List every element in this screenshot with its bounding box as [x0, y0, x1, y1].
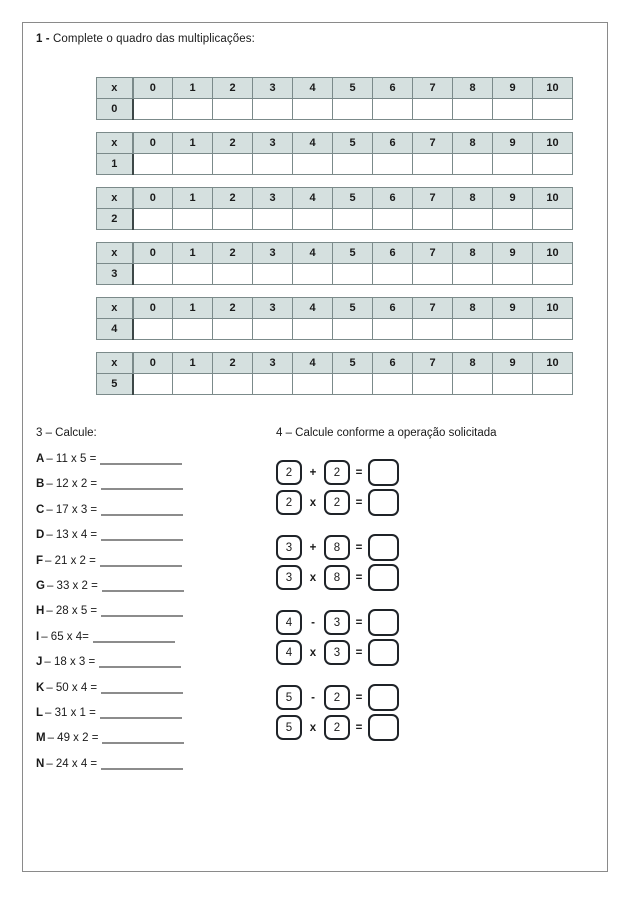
table-answer-cell[interactable] — [173, 154, 213, 175]
answer-box[interactable] — [368, 564, 399, 591]
calc-item-label: B — [36, 478, 45, 491]
multiplication-tables — [96, 77, 573, 407]
operand-left-box: 3 — [276, 565, 302, 590]
table-row-label: 3 — [97, 264, 133, 285]
table-answer-cell[interactable] — [213, 209, 253, 230]
table-header-row — [97, 243, 573, 264]
table-answer-cell[interactable] — [293, 154, 333, 175]
table-answer-cell[interactable] — [413, 319, 453, 340]
table-answer-cell[interactable] — [493, 154, 533, 175]
table-column-header: 1 — [173, 298, 213, 319]
calc-item — [36, 630, 286, 643]
table-column-header: 9 — [493, 188, 533, 209]
operator-sign: + — [309, 466, 317, 479]
table-column-header: 5 — [333, 78, 373, 99]
calc-item-label: H — [36, 605, 45, 618]
table-column-header: 7 — [413, 188, 453, 209]
table-column-header: 8 — [453, 133, 493, 154]
table-answer-cell[interactable] — [293, 319, 333, 340]
calc-item-label: I — [36, 630, 40, 643]
table-column-header: 3 — [253, 243, 293, 264]
table-corner-x: x — [97, 133, 133, 154]
table-answer-cell[interactable] — [293, 209, 333, 230]
table-column-header: 9 — [493, 353, 533, 374]
table-column-header: 2 — [213, 188, 253, 209]
question-4-section — [276, 427, 606, 759]
table-answer-cell[interactable] — [413, 209, 453, 230]
calc-answer-blank[interactable] — [100, 452, 182, 465]
table-answer-cell[interactable] — [133, 209, 173, 230]
operation-group — [276, 684, 606, 741]
table-column-header: 7 — [413, 243, 453, 264]
table-column-header: 1 — [173, 243, 213, 264]
table-column-header: 8 — [453, 353, 493, 374]
table-answer-cell[interactable] — [493, 99, 533, 120]
table-answer-cell[interactable] — [173, 99, 213, 120]
table-column-header: 1 — [173, 133, 213, 154]
calc-item-expression: – 24 x 4 = — [46, 757, 98, 770]
table-column-header: 0 — [133, 353, 173, 374]
table-column-header: 2 — [213, 78, 253, 99]
calc-answer-blank[interactable] — [101, 528, 183, 541]
table-row-label: 0 — [97, 99, 133, 120]
table-column-header: 10 — [533, 243, 573, 264]
table-column-header: 0 — [133, 243, 173, 264]
calc-item — [36, 554, 286, 567]
table-column-header: 6 — [373, 243, 413, 264]
equals-sign: = — [355, 496, 363, 509]
table-answer-cell[interactable] — [213, 154, 253, 175]
operator-sign: - — [311, 616, 315, 629]
table-answer-cell[interactable] — [533, 264, 573, 285]
table-column-header: 9 — [493, 298, 533, 319]
table-header-row — [97, 78, 573, 99]
question-3-list — [36, 452, 286, 770]
table-row-label: 1 — [97, 154, 133, 175]
table-answer-cell[interactable] — [333, 319, 373, 340]
table-column-header: 1 — [173, 188, 213, 209]
operator-sign: + — [309, 541, 317, 554]
question-1-heading — [36, 33, 255, 45]
table-row — [97, 154, 573, 175]
calc-item-expression: – 21 x 2 = — [45, 554, 96, 567]
table-row — [97, 374, 573, 395]
table-answer-cell[interactable] — [213, 374, 253, 395]
operand-left-box: 2 — [276, 460, 302, 485]
multiplication-table — [96, 187, 573, 230]
calc-item-label: N — [36, 757, 45, 770]
operand-left-box: 3 — [276, 535, 302, 560]
table-answer-cell[interactable] — [333, 374, 373, 395]
table-column-header: 4 — [293, 298, 333, 319]
table-column-header: 0 — [133, 188, 173, 209]
table-answer-cell[interactable] — [373, 154, 413, 175]
table-column-header: 10 — [533, 188, 573, 209]
calc-answer-blank[interactable] — [101, 604, 183, 617]
calc-item-label: A — [36, 453, 45, 465]
calc-answer-blank[interactable] — [93, 630, 175, 643]
table-row-label: 4 — [97, 319, 133, 340]
operator-sign: x — [309, 721, 317, 734]
equals-sign: = — [355, 691, 363, 704]
operand-left-box: 4 — [276, 640, 302, 665]
question-1-text: Complete o quadro das multiplicações: — [53, 33, 255, 45]
operator-sign: x — [309, 496, 317, 509]
calc-item-expression: – 28 x 5 = — [46, 605, 98, 618]
operator-sign: x — [309, 646, 317, 659]
calc-answer-blank[interactable] — [99, 655, 181, 668]
calc-item-expression: – 31 x 1 = — [45, 706, 96, 719]
table-column-header: 4 — [293, 353, 333, 374]
table-row — [97, 264, 573, 285]
question-4-groups — [276, 459, 606, 741]
calc-item-expression: – 65 x 4= — [41, 630, 89, 643]
table-column-header: 2 — [213, 243, 253, 264]
operand-left-box: 5 — [276, 685, 302, 710]
operation-row — [276, 639, 606, 666]
table-column-header: 6 — [373, 188, 413, 209]
table-answer-cell[interactable] — [373, 99, 413, 120]
table-header-row — [97, 133, 573, 154]
table-column-header: 3 — [253, 353, 293, 374]
table-corner-x: x — [97, 243, 133, 264]
answer-box[interactable] — [368, 639, 399, 666]
operation-row — [276, 489, 606, 516]
worksheet-page — [22, 22, 608, 872]
table-answer-cell[interactable] — [533, 209, 573, 230]
table-column-header: 7 — [413, 353, 453, 374]
table-answer-cell[interactable] — [453, 374, 493, 395]
table-answer-cell[interactable] — [413, 154, 453, 175]
calc-answer-blank[interactable] — [102, 579, 184, 592]
table-answer-cell[interactable] — [173, 209, 213, 230]
table-answer-cell[interactable] — [453, 319, 493, 340]
table-corner-x: x — [97, 353, 133, 374]
operand-right-box: 8 — [324, 565, 350, 590]
table-answer-cell[interactable] — [293, 99, 333, 120]
operand-right-box: 8 — [324, 535, 350, 560]
table-column-header: 10 — [533, 298, 573, 319]
calc-item — [36, 706, 286, 719]
table-answer-cell[interactable] — [373, 264, 413, 285]
table-answer-cell[interactable] — [453, 264, 493, 285]
table-column-header: 4 — [293, 78, 333, 99]
table-answer-cell[interactable] — [453, 154, 493, 175]
table-column-header: 3 — [253, 78, 293, 99]
table-column-header: 3 — [253, 133, 293, 154]
answer-box[interactable] — [368, 489, 399, 516]
table-column-header: 8 — [453, 188, 493, 209]
table-answer-cell[interactable] — [333, 209, 373, 230]
table-header-row — [97, 353, 573, 374]
table-column-header: 4 — [293, 243, 333, 264]
operation-group — [276, 534, 606, 591]
calc-item-expression: – 33 x 2 = — [46, 579, 98, 592]
table-answer-cell[interactable] — [293, 264, 333, 285]
table-answer-cell[interactable] — [213, 264, 253, 285]
equals-sign: = — [355, 466, 363, 479]
table-answer-cell[interactable] — [413, 374, 453, 395]
calc-answer-blank[interactable] — [101, 503, 183, 516]
calc-item-expression: – 18 x 3 = — [44, 656, 96, 669]
question-4-heading: 4 – Calcule conforme a operação solicitada — [276, 427, 497, 439]
table-answer-cell[interactable] — [533, 374, 573, 395]
table-column-header: 2 — [213, 133, 253, 154]
equals-sign: = — [355, 571, 363, 584]
table-answer-cell[interactable] — [333, 99, 373, 120]
table-column-header: 0 — [133, 298, 173, 319]
question-3-section — [36, 427, 286, 782]
calc-item-expression: – 12 x 2 = — [46, 478, 98, 491]
table-answer-cell[interactable] — [213, 99, 253, 120]
question-1-number: 1 - — [36, 33, 50, 45]
table-answer-cell[interactable] — [133, 319, 173, 340]
answer-box[interactable] — [368, 684, 399, 711]
table-answer-cell[interactable] — [493, 374, 533, 395]
calc-item — [36, 655, 286, 668]
table-column-header: 8 — [453, 298, 493, 319]
calc-answer-blank[interactable] — [101, 477, 183, 490]
calc-answer-blank[interactable] — [100, 554, 182, 567]
calc-item-expression: – 11 x 5 = — [46, 453, 97, 465]
operation-row — [276, 684, 606, 711]
table-answer-cell[interactable] — [373, 209, 413, 230]
table-column-header: 8 — [453, 243, 493, 264]
operand-right-box: 3 — [324, 640, 350, 665]
table-answer-cell[interactable] — [173, 264, 213, 285]
table-answer-cell[interactable] — [133, 99, 173, 120]
table-answer-cell[interactable] — [453, 209, 493, 230]
equals-sign: = — [355, 541, 363, 554]
calc-item — [36, 452, 286, 465]
table-answer-cell[interactable] — [373, 319, 413, 340]
operator-sign: - — [311, 691, 315, 704]
calc-answer-blank[interactable] — [101, 757, 183, 770]
calc-item-label: J — [36, 656, 43, 669]
table-column-header: 5 — [333, 298, 373, 319]
table-answer-cell[interactable] — [133, 154, 173, 175]
answer-box[interactable] — [368, 714, 399, 741]
table-column-header: 5 — [333, 188, 373, 209]
operation-row — [276, 714, 606, 741]
calc-item-expression: – 49 x 2 = — [47, 732, 99, 745]
answer-box[interactable] — [368, 459, 399, 486]
calc-item-label: G — [36, 579, 45, 592]
calc-answer-blank[interactable] — [102, 731, 184, 744]
answer-box[interactable] — [368, 609, 399, 636]
multiplication-table — [96, 297, 573, 340]
calc-item — [36, 528, 286, 541]
operation-row — [276, 609, 606, 636]
calc-item — [36, 503, 286, 516]
calc-item — [36, 604, 286, 617]
operation-row — [276, 534, 606, 561]
table-column-header: 2 — [213, 353, 253, 374]
calc-item — [36, 681, 286, 694]
table-column-header: 7 — [413, 78, 453, 99]
table-corner-x: x — [97, 188, 133, 209]
table-column-header: 3 — [253, 188, 293, 209]
table-header-row — [97, 298, 573, 319]
table-row — [97, 319, 573, 340]
table-corner-x: x — [97, 298, 133, 319]
operation-row — [276, 459, 606, 486]
table-column-header: 4 — [293, 133, 333, 154]
table-answer-cell[interactable] — [533, 319, 573, 340]
operand-right-box: 2 — [324, 490, 350, 515]
calc-item-label: M — [36, 732, 46, 745]
table-column-header: 2 — [213, 298, 253, 319]
calc-item-label: C — [36, 503, 45, 516]
table-answer-cell[interactable] — [533, 99, 573, 120]
table-header-row — [97, 188, 573, 209]
table-column-header: 9 — [493, 78, 533, 99]
operand-right-box: 2 — [324, 715, 350, 740]
table-column-header: 6 — [373, 133, 413, 154]
table-column-header: 1 — [173, 353, 213, 374]
table-answer-cell[interactable] — [253, 374, 293, 395]
table-answer-cell[interactable] — [173, 374, 213, 395]
table-corner-x: x — [97, 78, 133, 99]
calc-item-expression: – 17 x 3 = — [46, 503, 98, 516]
table-column-header: 8 — [453, 78, 493, 99]
operand-right-box: 2 — [324, 685, 350, 710]
table-answer-cell[interactable] — [293, 374, 333, 395]
multiplication-table — [96, 242, 573, 285]
operator-sign: x — [309, 571, 317, 584]
table-column-header: 3 — [253, 298, 293, 319]
table-column-header: 4 — [293, 188, 333, 209]
table-column-header: 10 — [533, 353, 573, 374]
table-column-header: 6 — [373, 298, 413, 319]
table-answer-cell[interactable] — [453, 99, 493, 120]
operation-group — [276, 459, 606, 516]
calc-item — [36, 579, 286, 592]
calc-item-expression: – 13 x 4 = — [46, 529, 98, 542]
table-row-label: 5 — [97, 374, 133, 395]
multiplication-table — [96, 77, 573, 120]
calc-item-label: F — [36, 554, 44, 567]
table-answer-cell[interactable] — [133, 374, 173, 395]
operand-left-box: 2 — [276, 490, 302, 515]
table-column-header: 0 — [133, 78, 173, 99]
table-answer-cell[interactable] — [493, 319, 533, 340]
operation-row — [276, 564, 606, 591]
table-row-label: 2 — [97, 209, 133, 230]
calc-item-label: K — [36, 681, 45, 694]
calc-item-label: L — [36, 706, 44, 719]
equals-sign: = — [355, 721, 363, 734]
table-answer-cell[interactable] — [413, 264, 453, 285]
calc-item-label: D — [36, 529, 45, 542]
answer-box[interactable] — [368, 534, 399, 561]
multiplication-table — [96, 352, 573, 395]
question-3-heading: 3 – Calcule: — [36, 427, 97, 439]
table-answer-cell[interactable] — [493, 264, 533, 285]
table-column-header: 5 — [333, 133, 373, 154]
table-column-header: 5 — [333, 243, 373, 264]
table-column-header: 9 — [493, 133, 533, 154]
table-column-header: 10 — [533, 133, 573, 154]
table-answer-cell[interactable] — [253, 154, 293, 175]
table-answer-cell[interactable] — [413, 99, 453, 120]
table-column-header: 7 — [413, 133, 453, 154]
multiplication-table — [96, 132, 573, 175]
table-column-header: 6 — [373, 353, 413, 374]
table-answer-cell[interactable] — [253, 264, 293, 285]
table-answer-cell[interactable] — [253, 209, 293, 230]
equals-sign: = — [355, 616, 363, 629]
table-column-header: 0 — [133, 133, 173, 154]
table-column-header: 9 — [493, 243, 533, 264]
table-row — [97, 99, 573, 120]
operand-left-box: 5 — [276, 715, 302, 740]
table-column-header: 10 — [533, 78, 573, 99]
table-answer-cell[interactable] — [173, 319, 213, 340]
calc-item — [36, 731, 286, 744]
table-answer-cell[interactable] — [373, 374, 413, 395]
table-answer-cell[interactable] — [253, 99, 293, 120]
calc-item — [36, 477, 286, 490]
calc-item-expression: – 50 x 4 = — [46, 681, 98, 694]
table-answer-cell[interactable] — [333, 154, 373, 175]
table-answer-cell[interactable] — [333, 264, 373, 285]
table-column-header: 5 — [333, 353, 373, 374]
operand-right-box: 2 — [324, 460, 350, 485]
table-column-header: 6 — [373, 78, 413, 99]
table-column-header: 1 — [173, 78, 213, 99]
operand-left-box: 4 — [276, 610, 302, 635]
table-answer-cell[interactable] — [533, 154, 573, 175]
table-answer-cell[interactable] — [213, 319, 253, 340]
calc-item — [36, 757, 286, 770]
equals-sign: = — [355, 646, 363, 659]
table-answer-cell[interactable] — [133, 264, 173, 285]
table-answer-cell[interactable] — [253, 319, 293, 340]
calc-answer-blank[interactable] — [100, 706, 182, 719]
table-row — [97, 209, 573, 230]
operation-group — [276, 609, 606, 666]
table-answer-cell[interactable] — [493, 209, 533, 230]
operand-right-box: 3 — [324, 610, 350, 635]
table-column-header: 7 — [413, 298, 453, 319]
calc-answer-blank[interactable] — [101, 681, 183, 694]
